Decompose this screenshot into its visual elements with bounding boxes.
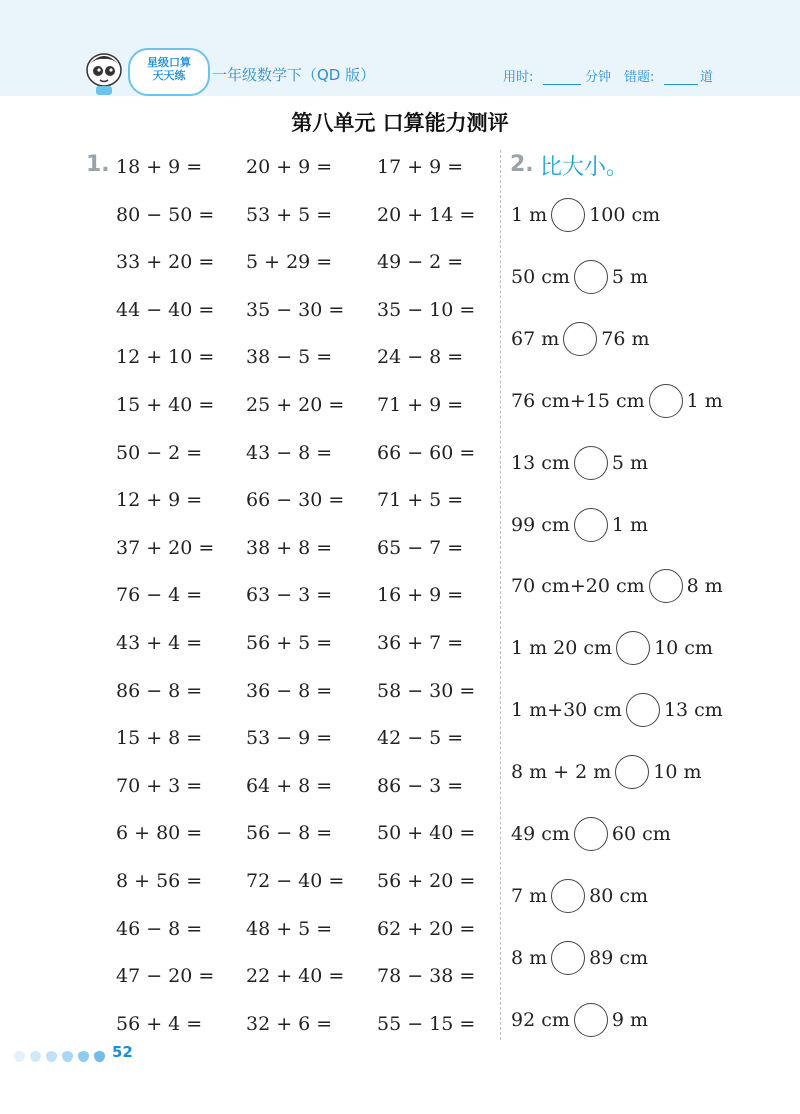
answer-circle[interactable] — [551, 198, 585, 232]
calc-item: 25 + 20 = — [246, 394, 345, 416]
calc-item: 50 + 40 = — [377, 822, 476, 845]
calc-item: 62 + 20 = — [377, 917, 476, 940]
answer-circle[interactable] — [649, 569, 683, 603]
answer-circle[interactable] — [551, 941, 585, 975]
comparison-left: 76 cm+15 cm — [511, 389, 645, 412]
calc-item: 12 + 10 = — [116, 346, 215, 369]
calc-item: 56 + 20 = — [377, 870, 476, 892]
column-divider — [500, 150, 501, 1040]
comparison-right: 100 cm — [589, 204, 661, 226]
calc-item: 46 − 8 = — [116, 917, 203, 940]
comparison-row — [511, 817, 771, 853]
comparison-left: 50 cm — [511, 265, 570, 288]
answer-circle[interactable] — [574, 508, 608, 542]
calc-item: 70 + 3 = — [116, 774, 203, 797]
comparison-row — [511, 941, 771, 977]
section1-number: 1. — [86, 152, 110, 177]
calc-item: 18 + 9 = — [116, 156, 203, 178]
comparison-right: 80 cm — [589, 884, 649, 907]
answer-circle[interactable] — [574, 446, 608, 480]
calc-item: 43 + 4 = — [116, 632, 203, 654]
calc-item: 66 − 30 = — [246, 489, 345, 512]
comparison-left: 13 cm — [511, 451, 570, 474]
comparison-row — [511, 322, 771, 358]
mascot-icon — [82, 50, 126, 96]
calc-item: 55 − 15 = — [377, 1012, 476, 1035]
calc-item: 15 + 40 = — [116, 394, 215, 416]
calc-item: 56 + 4 = — [116, 1012, 203, 1035]
book-title: 一年级数学下（QD 版） — [212, 66, 376, 84]
calc-item: 20 + 9 = — [246, 156, 333, 178]
calc-item: 17 + 9 = — [377, 156, 464, 178]
calc-item: 43 − 8 = — [246, 441, 333, 464]
calc-item: 20 + 14 = — [377, 203, 476, 226]
comparison-left: 67 m — [511, 327, 560, 350]
comparison-right: 76 m — [601, 327, 650, 350]
calc-item: 47 − 20 = — [116, 965, 215, 988]
comparison-left: 70 cm+20 cm — [511, 575, 645, 598]
answer-circle[interactable] — [574, 817, 608, 851]
calc-item: 72 − 40 = — [246, 870, 345, 892]
answer-circle[interactable] — [649, 384, 683, 418]
comparison-right: 8 m — [686, 575, 723, 598]
calc-item: 16 + 9 = — [377, 584, 464, 607]
calc-item: 38 − 5 = — [246, 346, 333, 369]
calc-item: 8 + 56 = — [116, 870, 203, 892]
comparison-right: 89 cm — [589, 946, 649, 969]
answer-circle[interactable] — [563, 322, 597, 356]
calc-item: 58 − 30 = — [377, 679, 476, 702]
comparison-row — [511, 508, 771, 544]
time-label: 用时: — [503, 70, 534, 85]
comparison-left: 1 m 20 cm — [511, 637, 613, 660]
errors-blank — [664, 84, 698, 85]
page-number: 52 — [112, 1043, 133, 1061]
errors-unit: 道 — [700, 70, 714, 85]
comparison-row — [511, 446, 771, 482]
time-blank — [543, 84, 581, 85]
comparison-row — [511, 384, 771, 420]
calc-item: 33 + 20 = — [116, 251, 215, 274]
comparison-right: 10 m — [653, 761, 702, 784]
comparison-left: 99 cm — [511, 513, 570, 536]
comparison-left: 7 m — [511, 884, 548, 907]
answer-circle[interactable] — [616, 631, 650, 665]
calc-item: 42 − 5 = — [377, 727, 464, 750]
footer-decoration — [14, 1046, 110, 1060]
calc-item: 56 − 8 = — [246, 822, 333, 845]
series-logo — [128, 48, 210, 96]
calc-item: 56 + 5 = — [246, 632, 333, 654]
logo-line2: 天天练 — [152, 69, 186, 82]
comparison-left: 1 m — [511, 204, 548, 226]
calc-item: 86 − 3 = — [377, 774, 464, 797]
calc-item: 22 + 40 = — [246, 965, 345, 988]
section2-label: 比大小。 — [540, 155, 629, 180]
calc-item: 36 + 7 = — [377, 632, 464, 654]
comparison-row — [511, 755, 771, 791]
comparison-right: 1 m — [686, 389, 723, 412]
calc-item: 37 + 20 = — [116, 536, 215, 559]
errors-label: 错题: — [624, 70, 655, 85]
comparison-row — [511, 198, 771, 234]
comparison-right: 60 cm — [611, 823, 671, 845]
comparison-left: 49 cm — [511, 823, 570, 845]
calc-item: 36 − 8 = — [246, 679, 333, 702]
answer-circle[interactable] — [626, 693, 660, 727]
answer-circle[interactable] — [574, 1003, 608, 1037]
comparison-row — [511, 569, 771, 605]
comparison-row — [511, 693, 771, 729]
calc-item: 66 − 60 = — [377, 441, 476, 464]
comparison-row — [511, 631, 771, 667]
answer-circle[interactable] — [574, 260, 608, 294]
comparison-right: 5 m — [611, 451, 649, 474]
comparison-right: 1 m — [611, 513, 649, 536]
comparison-right: 13 cm — [663, 699, 723, 722]
calc-item: 48 + 5 = — [246, 917, 333, 940]
calc-item: 53 − 9 = — [246, 727, 333, 750]
comparison-left: 8 m — [511, 946, 548, 969]
calc-item: 35 − 30 = — [246, 298, 345, 321]
calc-item: 64 + 8 = — [246, 774, 333, 797]
calc-item: 49 − 2 = — [377, 251, 464, 274]
calc-item: 35 − 10 = — [377, 298, 476, 321]
calc-item: 80 − 50 = — [116, 203, 215, 226]
calc-item: 71 + 9 = — [377, 394, 464, 416]
comparison-row — [511, 260, 771, 296]
time-unit: 分钟 — [585, 70, 612, 85]
calc-item: 44 − 40 = — [116, 298, 215, 321]
page-title: 第八单元 口算能力测评 — [291, 111, 509, 135]
calc-item: 78 − 38 = — [377, 965, 476, 988]
answer-circle[interactable] — [551, 879, 585, 913]
calc-item: 38 + 8 = — [246, 536, 333, 559]
comparison-left: 92 cm — [511, 1008, 570, 1031]
comparison-right: 10 cm — [654, 637, 713, 660]
comparison-row — [511, 1003, 771, 1039]
calc-item: 5 + 29 = — [246, 251, 333, 274]
calc-item: 63 − 3 = — [246, 584, 333, 607]
calc-item: 12 + 9 = — [116, 489, 203, 512]
calc-item: 15 + 8 = — [116, 727, 203, 750]
calc-item: 86 − 8 = — [116, 679, 203, 702]
comparison-left: 8 m + 2 m — [511, 761, 612, 784]
answer-circle[interactable] — [615, 755, 649, 789]
comparison-row — [511, 879, 771, 915]
calc-item: 71 + 5 = — [377, 489, 464, 512]
calc-item: 53 + 5 = — [246, 203, 333, 226]
section2-number: 2. — [510, 152, 534, 177]
calc-item: 65 − 7 = — [377, 536, 464, 559]
calc-item: 6 + 80 = — [116, 822, 203, 845]
logo-line1: 星级口算 — [147, 56, 191, 69]
calc-item: 76 − 4 = — [116, 584, 203, 607]
calc-item: 50 − 2 = — [116, 441, 203, 464]
calc-item: 24 − 8 = — [377, 346, 464, 369]
calc-item: 32 + 6 = — [246, 1012, 333, 1035]
comparison-right: 5 m — [611, 265, 649, 288]
comparison-left: 1 m+30 cm — [511, 699, 622, 722]
comparison-right: 9 m — [611, 1008, 649, 1031]
